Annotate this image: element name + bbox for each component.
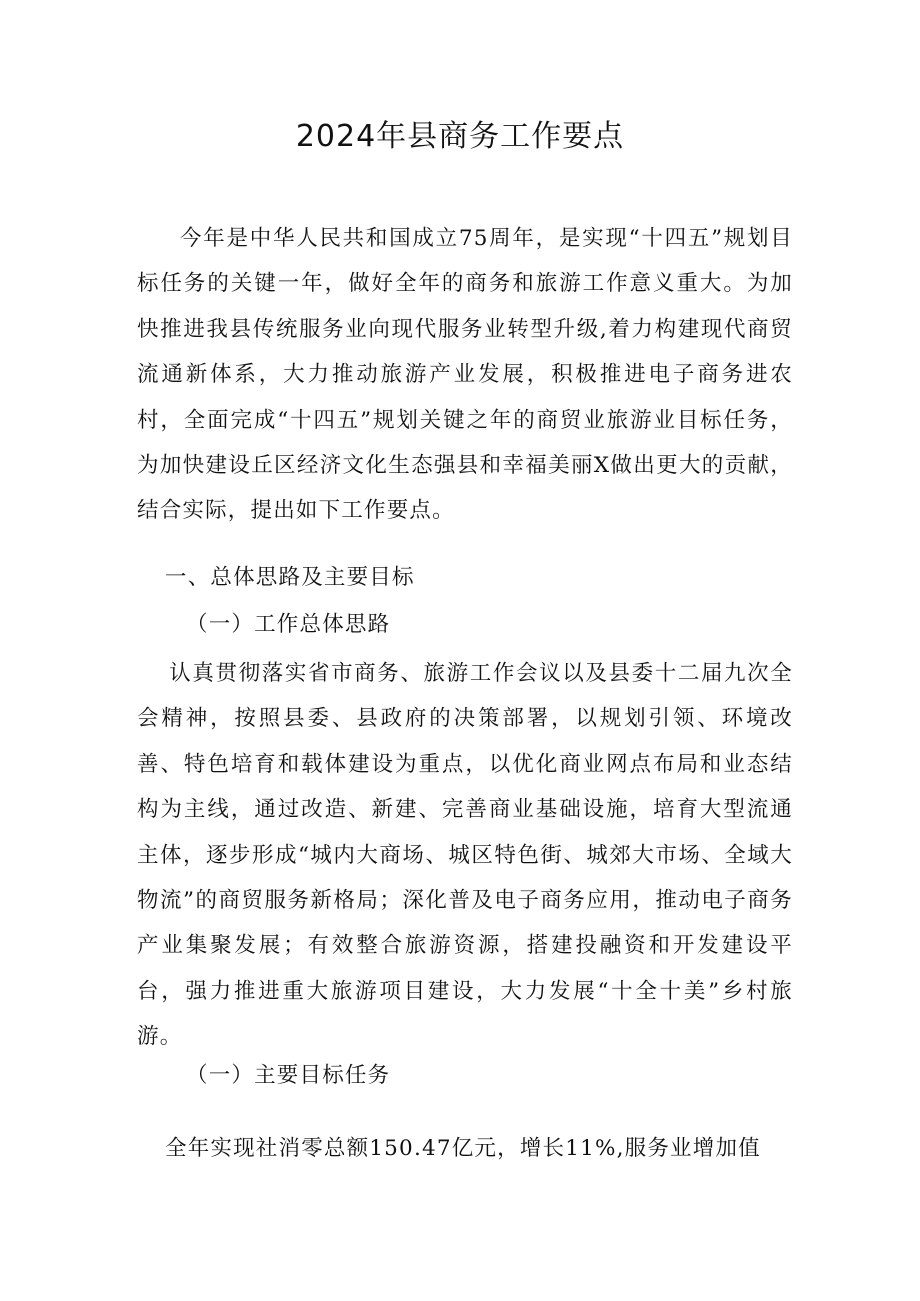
intro-paragraph: 今年是中华人民共和国成立75周年，是实现“十四五”规划目标任务的关键一年，做好全年的商务和旅游工作意义重大。为加快推进我县传统服务业向现代服务业转型升级,着力构建现代商贸流通新体系，大力推动旅游产业发展，积极推进电子商务进农村，全面完成“十四五”规划关键之年的商贸业旅游业目标任务，为加快建设丘区经济文化生态强县和幸福美丽X做出更大的贡献，结合实际，提出如下工作要点。 — [137, 226, 793, 524]
main-goals-paragraph: 全年实现社消零总额150.47亿元，增长11%,服务业增加值 — [165, 1136, 761, 1161]
section-heading-overall-approach: 一、总体思路及主要目标 — [165, 565, 415, 590]
subsection-heading-main-goals: （一）主要目标任务 — [186, 1063, 391, 1088]
document-title: 2024年县商务工作要点 — [295, 119, 625, 154]
subsection-heading-work-approach: （一）工作总体思路 — [186, 612, 391, 637]
work-approach-paragraph: 认真贯彻落实省市商务、旅游工作会议以及县委十二届九次全会精神，按照县委、县政府的决策部署，以规划引领、环境改善、特色培育和载体建设为重点，以优化商业网点布局和业态结构为主线，通过改造、新建、完善商业基础设施，培育大型流通主体，逐步形成“城内大商场、城区特色街、城郊大市场、全域大物流”的商贸服务新格局；深化普及电子商务应用，推动电子商务产业集聚发展；有效整合旅游资源，搭建投融资和开发建设平台，强力推进重大旅游项目建设，大力发展“十全十美”乡村旅游。 — [137, 661, 793, 1050]
